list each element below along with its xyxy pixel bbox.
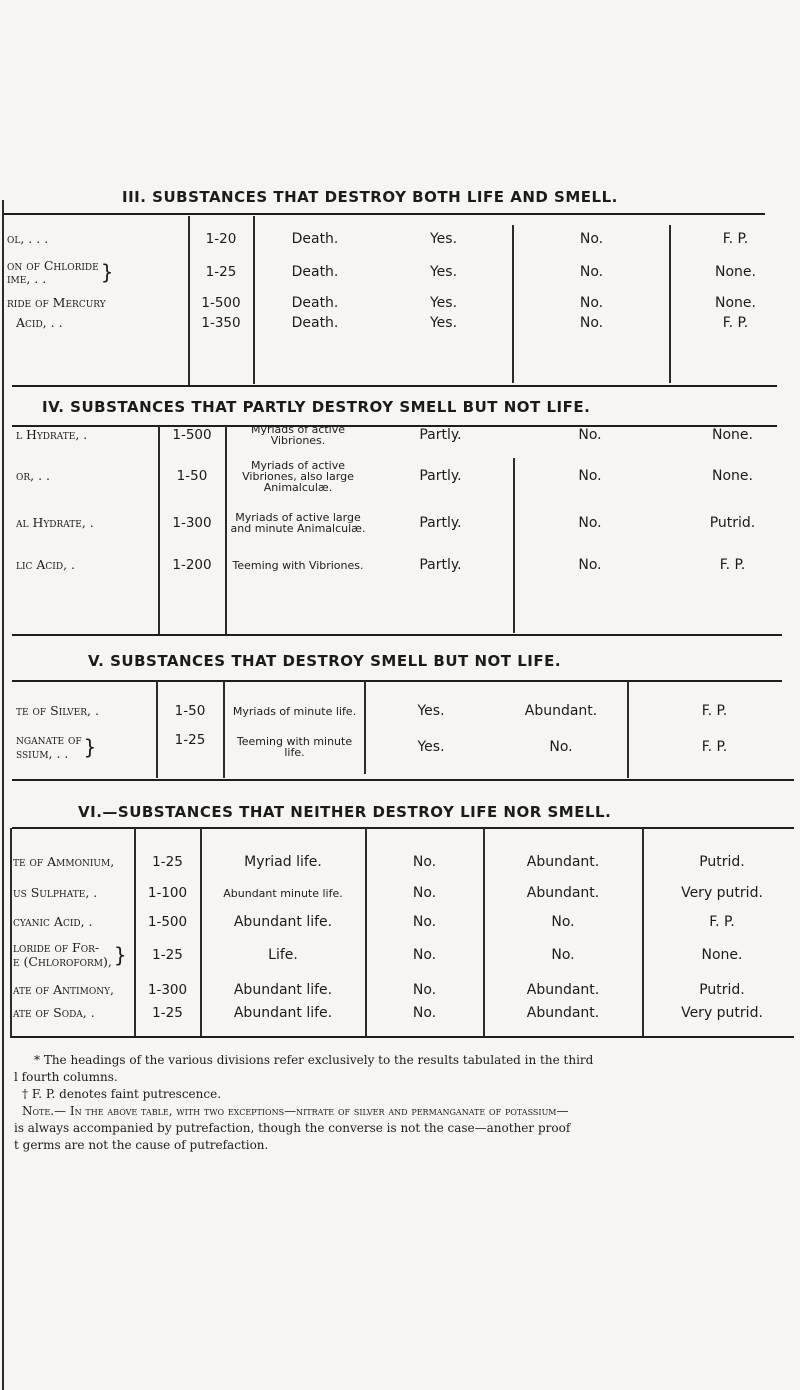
dilution-value: 1-500: [147, 913, 188, 930]
putrefaction-value: F. P.: [709, 913, 735, 930]
dilution-value: 1-25: [152, 946, 183, 963]
animalcules-value: Death.: [291, 314, 339, 331]
animalcules-value: Myriads of minute life.: [232, 704, 357, 718]
table-row: [0, 937, 800, 973]
brace-glyph: }: [83, 735, 97, 759]
animalcules-value: Death.: [291, 263, 339, 280]
dilution-value: 1-50: [174, 702, 206, 719]
note-paragraph: Note.— In the above table, with two exceptions—nitrate of silver and permanganate of potassium—: [22, 1104, 569, 1118]
smell-value: Yes.: [429, 230, 458, 247]
footnote-headings-cont: l fourth columns.: [14, 1070, 118, 1084]
section-5-top-rule: [12, 634, 782, 636]
dilution-value: 1-500: [172, 426, 212, 443]
animalcules-value: Death.: [291, 294, 339, 311]
putrefaction-value: Putrid.: [699, 853, 745, 870]
after-value: No.: [549, 738, 573, 755]
substance-name: nganate of: [16, 732, 82, 747]
smell-value: No.: [412, 884, 437, 901]
section-6-bottom-rule: [12, 1036, 794, 1038]
dilution-value: 1-25: [152, 853, 183, 870]
dilution-value: 1-350: [201, 314, 241, 331]
substance-name: ol, . . .: [7, 231, 49, 247]
dilution-value: 1-25: [205, 263, 237, 280]
animalcules-value: Myriads of active large and minute Animalculæ.: [230, 511, 366, 535]
table-row: [0, 697, 800, 725]
footnote-fp: † F. P. denotes faint putrescence.: [22, 1087, 222, 1101]
after-value: Abundant.: [526, 1004, 600, 1021]
substance-name: us Sulphate, .: [13, 885, 98, 901]
after-value: Abundant.: [524, 702, 598, 719]
dilution-value: 1-25: [174, 731, 206, 748]
dilution-value: 1-25: [152, 1004, 183, 1021]
substance-name: l Hydrate, .: [16, 427, 88, 443]
animalcules-value: Life.: [268, 946, 298, 963]
note-paragraph-line3: t germs are not the cause of putrefaction.: [14, 1138, 269, 1152]
section-6-rule: [12, 827, 794, 829]
table-row: [0, 256, 800, 288]
animalcules-value: Abundant life.: [233, 913, 333, 930]
substance-name-block: [7, 256, 187, 288]
animalcules-value: Teeming with Vibriones.: [232, 558, 364, 572]
dilution-value: 1-50: [176, 467, 208, 484]
putrefaction-value: F. P.: [722, 314, 749, 331]
table-row: [0, 979, 800, 1001]
table-row: [0, 228, 800, 250]
table-row: [0, 502, 800, 544]
after-value: No.: [579, 263, 604, 280]
substance-name: ate of Soda, .: [13, 1005, 95, 1021]
animalcules-value: Death.: [291, 230, 339, 247]
animalcules-value: Abundant minute life.: [223, 886, 343, 900]
substance-name: lic Acid, .: [16, 557, 75, 573]
section-4-title: IV. SUBSTANCES THAT PARTLY DESTROY SMELL BUT NOT LIFE.: [42, 398, 591, 416]
section-3-rule: [3, 213, 765, 215]
animalcules-value: Myriads of active Vibriones, also large Animalculæ.: [242, 458, 354, 494]
animalcules-value: Abundant life.: [233, 1004, 333, 1021]
substance-name-line2: ime, . .: [7, 271, 47, 286]
putrefaction-value: F. P.: [701, 738, 728, 755]
substance-name: al Hydrate, .: [16, 515, 94, 531]
section-4-top-rule: [12, 385, 777, 387]
after-value: No.: [551, 913, 575, 930]
substance-name: or, . .: [16, 468, 51, 484]
after-value: No.: [578, 514, 602, 531]
after-value: Abundant.: [526, 884, 600, 901]
after-value: No.: [579, 314, 604, 331]
smell-value: Yes.: [417, 702, 445, 719]
after-value: No.: [578, 556, 602, 573]
dilution-value: 1-100: [147, 884, 188, 901]
substance-name-block: [16, 729, 156, 765]
smell-value: Yes.: [429, 294, 458, 311]
substance-name: on of Chloride: [7, 258, 99, 273]
section-5-title: V. SUBSTANCES THAT DESTROY SMELL BUT NOT LIFE.: [88, 652, 562, 670]
substance-name: te of Ammonium,: [13, 854, 115, 870]
after-value: No.: [578, 467, 602, 484]
footnote-headings: * The headings of the various divisions refer exclusively to the results tabulated in the third: [34, 1053, 594, 1067]
substance-name: ride of Mercury: [7, 295, 106, 311]
table-row: [0, 455, 800, 497]
smell-value: No.: [412, 1004, 437, 1021]
smell-value: Partly.: [419, 426, 462, 443]
table-row: [0, 548, 800, 582]
brace-glyph: }: [113, 943, 127, 967]
section-6-top-rule: [12, 779, 794, 781]
after-value: No.: [578, 426, 602, 443]
table-row: [0, 313, 800, 333]
animalcules-value: Abundant life.: [233, 981, 333, 998]
section-5-rule: [12, 680, 782, 682]
table-row: [0, 417, 800, 453]
table-row: [0, 911, 800, 933]
after-value: Abundant.: [526, 853, 600, 870]
substance-name-block: [13, 937, 133, 973]
putrefaction-value: None.: [712, 467, 753, 484]
putrefaction-value: F. P.: [722, 230, 749, 247]
after-value: No.: [551, 946, 575, 963]
smell-value: No.: [412, 853, 437, 870]
after-value: No.: [579, 294, 604, 311]
smell-value: No.: [412, 913, 437, 930]
footnotes: [14, 1052, 794, 1154]
table-row: [0, 1002, 800, 1024]
substance-name-line2: ssium, . .: [16, 746, 69, 761]
substance-name: Acid, . .: [16, 315, 63, 331]
putrefaction-value: Putrid.: [709, 514, 756, 531]
dilution-value: 1-300: [147, 981, 188, 998]
animalcules-value: Myriad life.: [244, 853, 322, 870]
after-value: No.: [579, 230, 604, 247]
smell-value: No.: [412, 981, 437, 998]
smell-value: No.: [412, 946, 437, 963]
smell-value: Partly.: [419, 467, 462, 484]
substance-name: ate of Antimony,: [13, 982, 114, 998]
animalcules-value: Myriads of active Vibriones.: [250, 423, 346, 447]
dilution-value: 1-200: [172, 556, 212, 573]
table-row: [0, 729, 800, 765]
putrefaction-value: None.: [701, 946, 743, 963]
putrefaction-value: F. P.: [719, 556, 746, 573]
substance-name-line2: e (Chloroform),: [13, 954, 112, 969]
substance-name: loride of For-: [13, 940, 100, 955]
putrefaction-value: None.: [715, 263, 756, 280]
putrefaction-value: F. P.: [701, 702, 728, 719]
putrefaction-value: Very putrid.: [681, 884, 763, 901]
dilution-value: 1-300: [172, 514, 212, 531]
substance-name: cyanic Acid, .: [13, 914, 93, 930]
dilution-value: 1-500: [201, 294, 241, 311]
note-paragraph-line2: is always accompanied by putrefaction, though the converse is not the case—another proof: [14, 1121, 571, 1135]
after-value: Abundant.: [526, 981, 600, 998]
putrefaction-value: None.: [715, 294, 756, 311]
smell-value: Partly.: [419, 556, 462, 573]
page-left-edge: [2, 200, 4, 1390]
dilution-value: 1-20: [205, 230, 237, 247]
putrefaction-value: None.: [712, 426, 753, 443]
smell-value: Yes.: [429, 314, 458, 331]
table-row: [0, 293, 800, 313]
table-row: [0, 850, 800, 874]
putrefaction-value: Very putrid.: [681, 1004, 763, 1021]
section-3-title: III. SUBSTANCES THAT DESTROY BOTH LIFE AND SMELL.: [122, 188, 618, 206]
section-6-title: VI.—SUBSTANCES THAT NEITHER DESTROY LIFE NOR SMELL.: [78, 803, 612, 821]
smell-value: Partly.: [419, 514, 462, 531]
smell-value: Yes.: [429, 263, 458, 280]
substance-name: te of Silver, .: [16, 703, 99, 719]
brace-glyph: }: [100, 260, 114, 284]
table-row: [0, 879, 800, 907]
animalcules-value: Teeming with minute life.: [236, 735, 353, 759]
smell-value: Yes.: [417, 738, 445, 755]
putrefaction-value: Putrid.: [699, 981, 745, 998]
